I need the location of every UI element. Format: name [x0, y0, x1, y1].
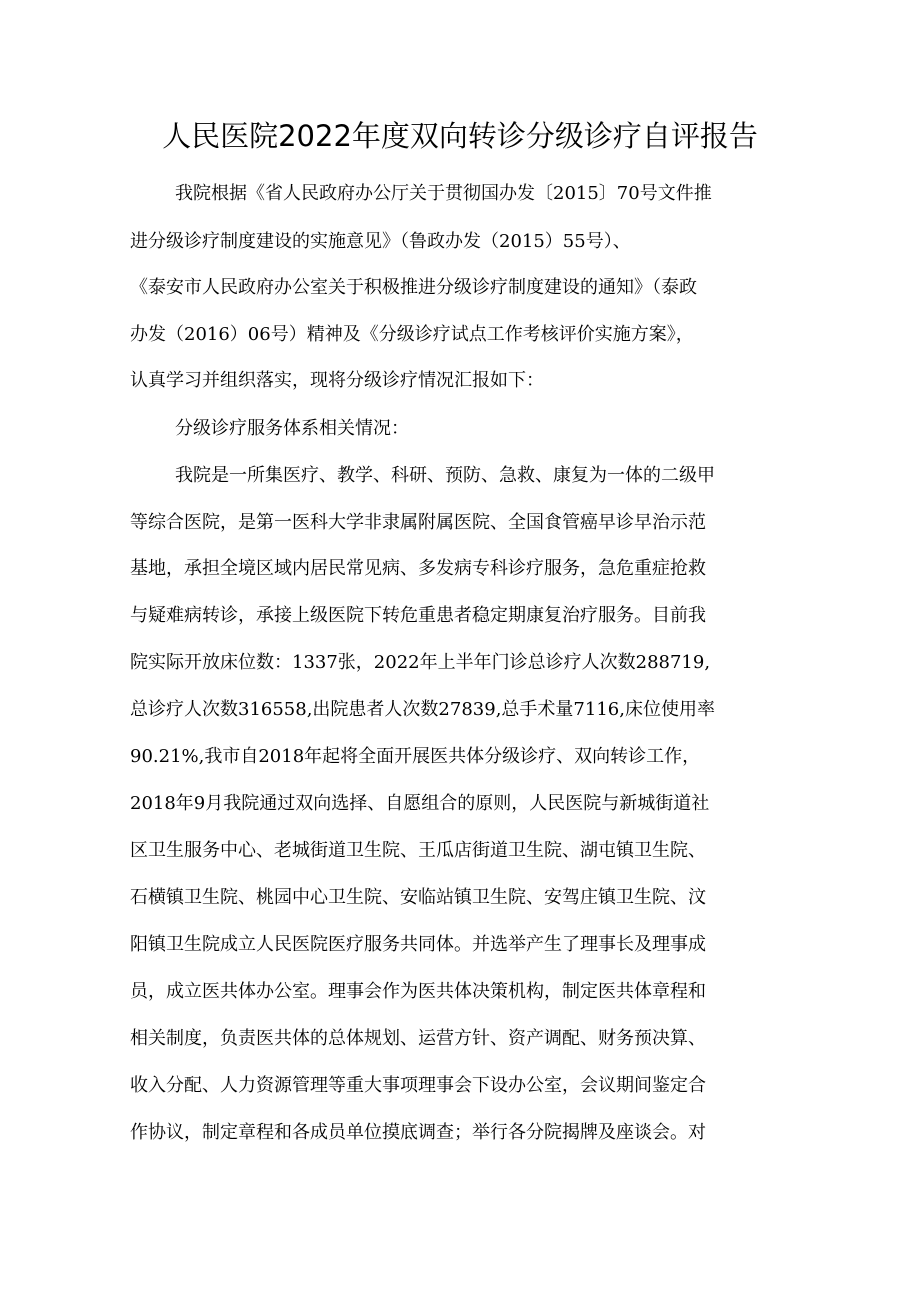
paragraph-line: 院实际开放床位数：1337张，2022年上半年门诊总诊疗人次数288719, [130, 652, 711, 673]
paragraph-line: 我院根据《省人民政府办公厅关于贯彻国办发〔2015〕70号文件推 [175, 183, 712, 204]
paragraph-line: 相关制度，负责医共体的总体规划、运营方针、资产调配、财务预决算、 [130, 1028, 706, 1049]
paragraph-line: 员，成立医共体办公室。理事会作为医共体决策机构，制定医共体章程和 [130, 981, 706, 1002]
paragraph-line: 与疑难病转诊，承接上级医院下转危重患者稳定期康复治疗服务。目前我 [130, 605, 706, 626]
section-heading: 分级诊疗服务体系相关情况： [175, 418, 409, 439]
paragraph-line: 等综合医院，是第一医科大学非隶属附属医院、全国食管癌早诊早治示范 [130, 512, 706, 533]
paragraph-line: 办发（2016）06号）精神及《分级诊疗试点工作考核评价实施方案》， [130, 324, 694, 345]
paragraph-line: 阳镇卫生院成立人民医院医疗服务共同体。并选举产生了理事长及理事成 [130, 934, 706, 955]
paragraph-line: 进分级诊疗制度建设的实施意见》（鲁政办发（2015）55号）、 [130, 231, 631, 252]
paragraph-line: 总诊疗人次数316558,出院患者人次数27839,总手术量7116,床位使用率 [130, 699, 715, 720]
document-title: 人民医院2022年度双向转诊分级诊疗自评报告 [162, 119, 758, 153]
paragraph-line: 石横镇卫生院、桃园中心卫生院、安临站镇卫生院、安驾庄镇卫生院、汶 [130, 887, 706, 908]
paragraph-line: 认真学习并组织落实，现将分级诊疗情况汇报如下： [130, 370, 544, 391]
paragraph-line: 基地，承担全境区域内居民常见病、多发病专科诊疗服务，急危重症抢救 [130, 558, 706, 579]
paragraph-line: 90.21%,我市自2018年起将全面开展医共体分级诊疗、双向转诊工作， [130, 746, 701, 767]
paragraph-line: 收入分配、人力资源管理等重大事项理事会下设办公室，会议期间鉴定合 [130, 1075, 706, 1096]
paragraph-line: 2018年9月我院通过双向选择、自愿组合的原则，人民医院与新城街道社 [130, 793, 710, 814]
paragraph-line: 我院是一所集医疗、教学、科研、预防、急救、康复为一体的二级甲 [175, 465, 715, 486]
paragraph-line: 《泰安市人民政府办公室关于积极推进分级诊疗制度建设的通知》（泰政 [130, 277, 697, 298]
paragraph-line: 区卫生服务中心、老城街道卫生院、王瓜店街道卫生院、湖屯镇卫生院、 [130, 840, 706, 861]
paragraph-line: 作协议，制定章程和各成员单位摸底调查；举行各分院揭牌及座谈会。对 [130, 1122, 706, 1143]
